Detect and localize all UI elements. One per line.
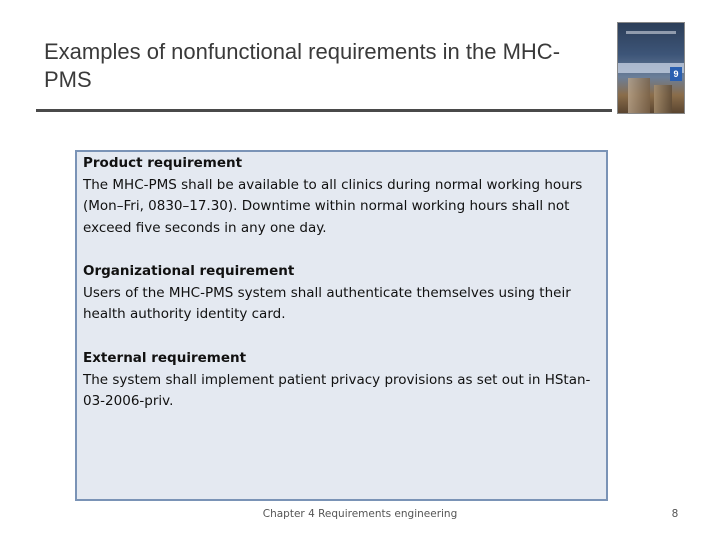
cover-building-left xyxy=(628,78,650,113)
cover-building-right xyxy=(654,85,672,113)
requirement-text: The MHC-PMS shall be available to all clinics during normal working hours (Mon–Fri, 0830–17.30). Downtime within normal working hours shall not exceed five seconds in any one day. xyxy=(83,176,583,236)
cover-edition-badge: 9 xyxy=(670,67,682,81)
requirement-product xyxy=(83,153,603,239)
requirement-heading: External requirement xyxy=(83,350,247,366)
title-divider xyxy=(36,109,612,112)
requirement-organizational xyxy=(83,261,603,326)
cover-stripe xyxy=(626,31,676,34)
footer-chapter: Chapter 4 Requirements engineering xyxy=(262,508,458,520)
slide-title: Examples of nonfunctional requirements in the MHC-PMS xyxy=(44,39,561,92)
requirement-external xyxy=(83,348,603,413)
requirement-text: Users of the MHC-PMS system shall authenticate themselves using their health authority identity card. xyxy=(83,284,571,322)
page-number: 8 xyxy=(671,508,679,520)
requirement-heading: Organizational requirement xyxy=(83,263,295,279)
book-cover-image xyxy=(617,22,685,114)
requirement-heading: Product requirement xyxy=(83,155,243,171)
requirement-text: The system shall implement patient privacy provisions as set out in HStan-03-2006-priv. xyxy=(83,371,591,409)
